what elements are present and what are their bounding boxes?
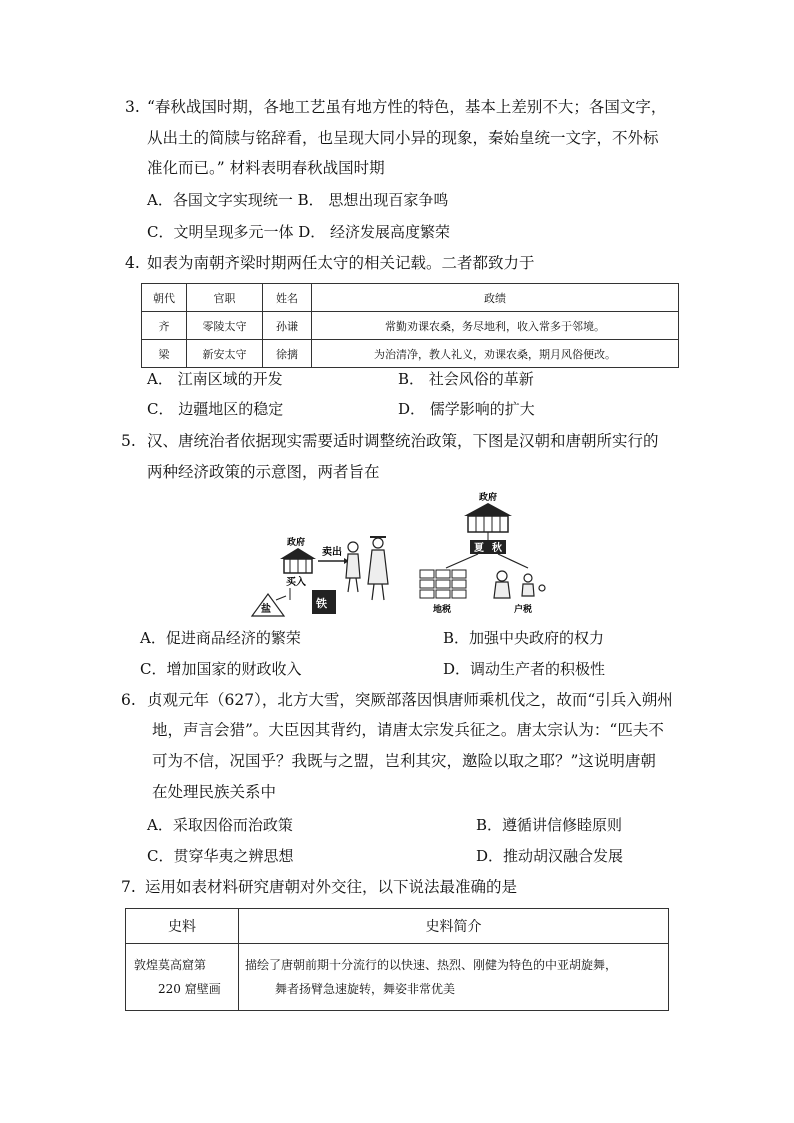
q7-source-line-1: 敦煌莫高窟第: [134, 958, 207, 972]
fig1-salt-label: 盐: [261, 604, 271, 615]
q6-option-b: B．遵循讲信修睦原则: [476, 816, 623, 834]
q5-option-a: A．促进商品经济的繁荣: [140, 629, 301, 647]
q4-stem: 如表为南朝齐梁时期两任太守的相关记载。二者都致力于: [147, 254, 535, 272]
fig1-iron-label: 铁: [316, 597, 327, 610]
q6-number: 6.: [121, 691, 136, 709]
q5-option-b: B．加强中央政府的权力: [443, 629, 605, 647]
q3-number: 3.: [125, 98, 140, 116]
q4-option-c: C． 边疆地区的稳定: [147, 400, 284, 418]
q4-header-name: 姓名: [263, 284, 312, 312]
q7-source-line-2: 220 窟壁画: [158, 982, 221, 996]
table-cell: 齐: [142, 312, 187, 340]
q7-header-intro: 史料简介: [239, 909, 669, 944]
q5-figure-han-monopoly: [250, 528, 400, 620]
q7-desc-line-1: 描绘了唐朝前期十分流行的以快速、热烈、刚健为特色的中亚胡旋舞，: [245, 958, 618, 972]
q6-stem-line-4: 在处理民族关系中: [152, 783, 277, 801]
table-cell: 为治清净，教人礼义，劝课农桑，期月风俗便改。: [312, 340, 679, 368]
q4-number: 4.: [125, 254, 140, 272]
table-cell: 新安太守: [187, 340, 263, 368]
q6-option-d: D．推动胡汉融合发展: [476, 847, 624, 865]
q5-figure-tang-two-tax: [418, 488, 563, 618]
household-people-icon: [494, 571, 545, 598]
q7-desc-line-2: 舞者扬臂急速旋转，舞姿非常优美: [275, 982, 456, 996]
table-cell: 零陵太守: [187, 312, 263, 340]
fig2-gov-label: 政府: [479, 493, 498, 503]
q7-header-source: 史料: [126, 909, 239, 944]
table-row: [142, 340, 679, 368]
q4-header-office: 官职: [187, 284, 263, 312]
fig2-autumn-label: 秋: [492, 543, 502, 554]
iron-block-icon: [312, 590, 336, 614]
table-row: [142, 312, 679, 340]
table-cell: 梁: [142, 340, 187, 368]
table-cell: 常勤劝课农桑，务尽地利，收入常多于邻境。: [312, 312, 679, 340]
q5-option-c: C．增加国家的财政收入: [140, 660, 302, 678]
q6-stem-line-2: 地，声言会猎”。大臣因其背约，请唐太宗发兵征之。唐太宗认为：“匹夫不: [152, 721, 664, 739]
q3-stem-line-2: 从出土的简牍与铭辞看，也呈现大同小异的现象，秦始皇统一文字，不外标: [147, 129, 659, 147]
government-building-icon: [280, 548, 316, 573]
q7-table: [125, 908, 669, 1011]
table-row: [126, 944, 669, 1011]
government-building-icon: [464, 503, 512, 532]
q6-option-a: A．采取因俗而治政策: [147, 816, 293, 834]
q5-stem-line-2: 两种经济政策的示意图，两者旨在: [147, 463, 380, 481]
q3-stem-line-3: 准化而已。” 材料表明春秋战国时期: [147, 159, 385, 177]
people-figures-icon: [346, 537, 388, 600]
q3-options-ab: A．各国文字实现统一 B． 思想出现百家争鸣: [147, 191, 449, 209]
table-cell: [239, 944, 669, 1011]
q5-stem-line-1: 汉、唐统治者依据现实需要适时调整统治政策，下图是汉朝和唐朝所实行的: [147, 432, 659, 450]
q7-number: 7.: [121, 878, 136, 896]
q6-stem-line-1: 贞观元年（627），北方大雪，突厥部落因惧唐师乘机伐之，故而“引兵入朔州: [147, 691, 673, 709]
salt-pile-icon: [252, 594, 284, 616]
table-cell: 徐摛: [263, 340, 312, 368]
q6-stem-line-3: 可为不信，况国乎？我既与之盟，岂利其灾，邀险以取之耶？”这说明唐朝: [152, 752, 656, 770]
farmland-icon: [420, 570, 466, 598]
fig1-sell-label: 卖出: [322, 547, 342, 558]
q7-table-header-row: [126, 909, 669, 944]
q4-table: [141, 283, 679, 368]
fig1-buy-label: 买入: [286, 577, 306, 588]
table-cell: [126, 944, 239, 1011]
q4-table-header-row: [142, 284, 679, 312]
q3-stem-line-1: “春秋战国时期，各地工艺虽有地方性的特色，基本上差别不大；各国文字，: [147, 98, 667, 116]
q4-header-achievement: 政绩: [312, 284, 679, 312]
fig2-land-tax-label: 地税: [433, 605, 452, 615]
q3-options-cd: C．文明呈现多元一体 D． 经济发展高度繁荣: [147, 223, 451, 241]
q4-header-dynasty: 朝代: [142, 284, 187, 312]
q5-option-d: D．调动生产者的积极性: [443, 660, 606, 678]
table-cell: 孙谦: [263, 312, 312, 340]
q4-option-a: A． 江南区域的开发: [147, 370, 283, 388]
q6-option-c: C．贯穿华夷之辨思想: [147, 847, 294, 865]
fig2-house-tax-label: 户税: [514, 605, 533, 615]
q5-number: 5.: [121, 432, 136, 450]
q4-option-b: B． 社会风俗的革新: [398, 370, 534, 388]
fig2-summer-label: 夏: [474, 543, 484, 554]
q7-stem: 运用如表材料研究唐朝对外交往，以下说法最准确的是: [145, 878, 518, 896]
q4-option-d: D． 儒学影响的扩大: [398, 400, 535, 418]
fig1-gov-label: 政府: [287, 538, 306, 548]
